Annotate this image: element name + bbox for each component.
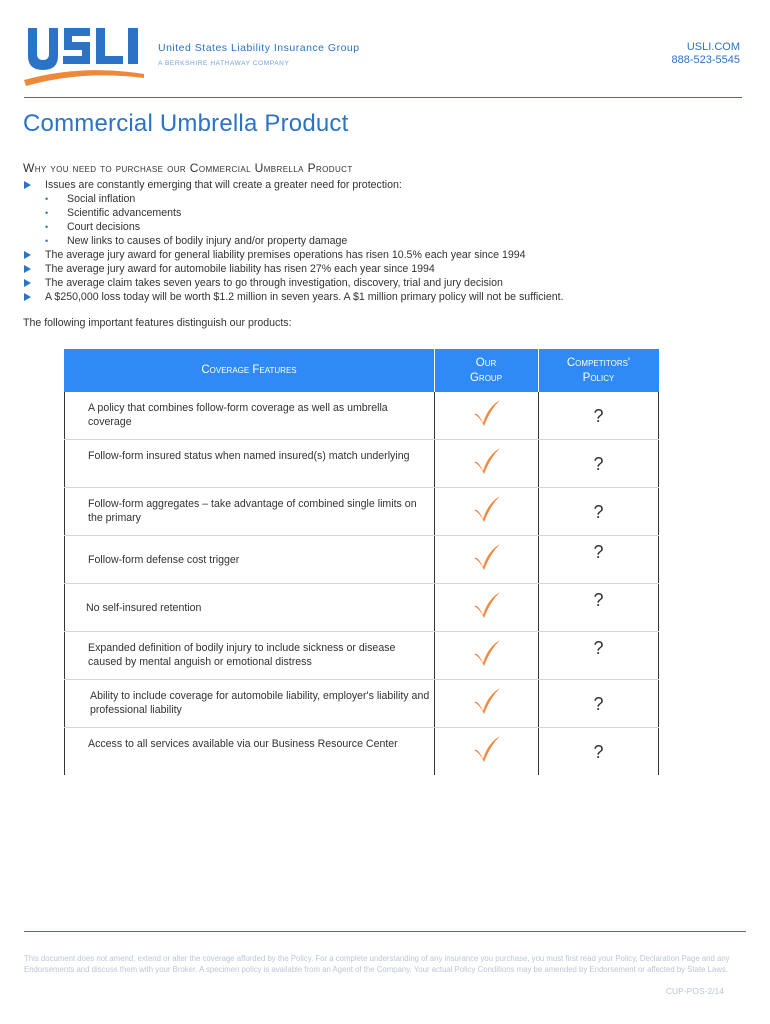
competitor-value: ?	[593, 542, 604, 562]
feature-text: Follow-form defense cost trigger	[88, 554, 240, 566]
sub-reason-item	[23, 220, 743, 234]
bullet-dot-icon: •	[45, 236, 49, 246]
feature-text: No self-insured retention	[86, 602, 202, 614]
table-row	[64, 440, 659, 488]
competitor-value: ?	[593, 590, 604, 610]
bullet-dot-icon: •	[45, 222, 49, 232]
table-row	[64, 536, 659, 584]
reason-item	[23, 178, 743, 192]
checkmark-icon	[472, 734, 502, 764]
reason-item	[23, 290, 743, 304]
phone-number: 888-523-5545	[671, 54, 740, 66]
table-row	[64, 680, 659, 728]
competitor-value: ?	[593, 454, 604, 474]
disclaimer-text: This document does not amend, extend or alter the coverage afforded by the Policy. For a complete understanding of any insurance you purchase, you must first read your Policy, Declaration Page and any Endorsements and discuss them with your Broker. A specimen policy is available from an Agent of the Company. Your actual Policy Conditions may be amended by Endorsement or affected by State Laws.	[24, 954, 730, 974]
competitor-value: ?	[593, 406, 604, 426]
feature-text: A policy that combines follow-form coverage as well as umbrella coverage	[88, 402, 388, 428]
company-block	[158, 42, 360, 67]
company-name: United States Liability Insurance Group	[158, 42, 360, 54]
checkmark-icon	[472, 398, 502, 428]
sub-reason-item	[23, 234, 743, 248]
usli-logo	[22, 18, 146, 90]
competitor-value: ?	[593, 694, 604, 714]
bullet-dot-icon: •	[45, 208, 49, 218]
sub-reason-text: Scientific advancements	[67, 207, 182, 219]
reason-item	[23, 248, 743, 262]
competitor-value: ?	[593, 742, 604, 762]
website-link[interactable]: USLI.COM	[686, 41, 740, 53]
form-code: CUP-POS-2/14	[665, 986, 724, 996]
sub-reason-text: Social inflation	[67, 193, 136, 205]
checkmark-icon	[472, 590, 502, 620]
reason-item	[23, 276, 743, 290]
why-heading: Why you need to purchase our Commercial Umbrella Product	[23, 161, 353, 175]
triangle-right-icon	[24, 265, 31, 273]
table-row	[64, 488, 659, 536]
sub-reason-item	[23, 192, 743, 206]
sub-reason-text: New links to causes of bodily injury and/or property damage	[67, 235, 348, 247]
feature-text: Follow-form insured status when named insured(s) match underlying	[88, 450, 410, 462]
reason-text: Issues are constantly emerging that will create a greater need for protection:	[45, 179, 402, 191]
triangle-right-icon	[24, 251, 31, 259]
comparison-table	[64, 349, 659, 775]
reasons-list	[23, 178, 743, 304]
reason-text: A $250,000 loss today will be worth $1.2 million in seven years. A $1 million primary policy will not be sufficient.	[45, 291, 564, 303]
table-header	[64, 349, 659, 392]
logo-text: USLI	[22, 18, 25, 19]
table-row	[64, 728, 659, 775]
checkmark-icon	[472, 446, 502, 476]
column-header-competitors: Competitors' Policy	[566, 356, 631, 384]
reason-text: The average claim takes seven years to go through investigation, discovery, trial and jury decision	[45, 277, 503, 289]
feature-text: Follow-form aggregates – take advantage of combined single limits on the primary	[88, 498, 417, 524]
triangle-right-icon	[24, 279, 31, 287]
footer-divider	[24, 931, 746, 932]
table-intro: The following important features distinguish our products:	[23, 317, 292, 329]
page-title: Commercial Umbrella Product	[23, 110, 349, 137]
checkmark-icon	[472, 638, 502, 668]
table-row	[64, 632, 659, 680]
bullet-dot-icon: •	[45, 194, 49, 204]
competitor-value: ?	[593, 638, 604, 658]
header-divider	[24, 97, 742, 98]
feature-text: Access to all services available via our Business Resource Center	[88, 738, 398, 750]
company-subtitle: A BERKSHIRE HATHAWAY COMPANY	[158, 60, 290, 67]
feature-text: Ability to include coverage for automobile liability, employer's liability and professional liability	[90, 690, 430, 716]
triangle-right-icon	[24, 293, 31, 301]
column-header-features: Coverage Features	[201, 364, 297, 376]
checkmark-icon	[472, 686, 502, 716]
table-row	[64, 584, 659, 632]
triangle-right-icon	[24, 181, 31, 189]
contact-block	[671, 41, 740, 67]
reason-text: The average jury award for automobile liability has risen 27% each year since 1994	[45, 263, 435, 275]
competitor-value: ?	[593, 502, 604, 522]
column-header-our-group: Our Group	[469, 356, 503, 384]
reason-text: The average jury award for general liability premises operations has risen 10.5% each year since 1994	[45, 249, 526, 261]
reason-item	[23, 262, 743, 276]
sub-reason-text: Court decisions	[67, 221, 141, 233]
checkmark-icon	[472, 494, 502, 524]
sub-reason-item	[23, 206, 743, 220]
table-row	[64, 392, 659, 440]
feature-text: Expanded definition of bodily injury to include sickness or disease caused by mental anguish or emotional distress	[88, 642, 396, 668]
checkmark-icon	[472, 542, 502, 572]
